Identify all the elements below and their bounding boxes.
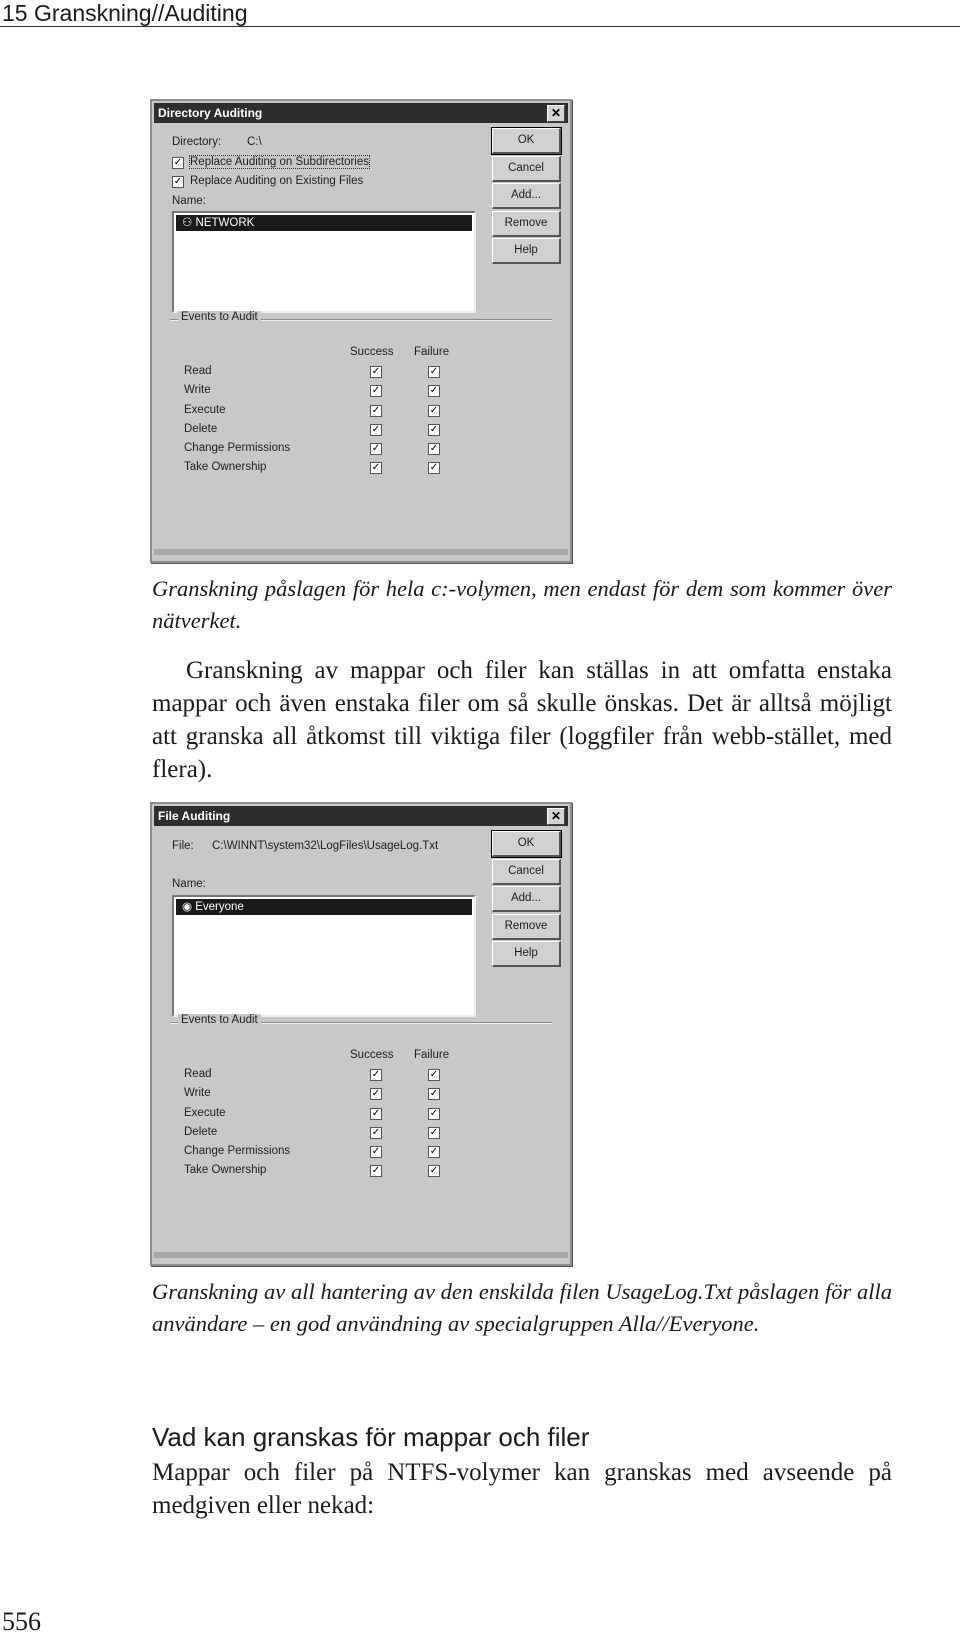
cancel-button[interactable]: Cancel — [492, 859, 561, 885]
delete-failure-checkbox[interactable]: ✓ — [429, 1127, 439, 1138]
figure-caption-1: Granskning påslagen för hela c:-volymen, men endast för dem som kommer över nätverket. — [152, 576, 892, 633]
file-label: File: — [172, 840, 194, 852]
replace-files-checkbox[interactable]: ✓ — [173, 176, 183, 187]
event-change-permissions-label: Change Permissions — [184, 1145, 291, 1157]
execute-success-checkbox[interactable]: ✓ — [371, 405, 381, 416]
delete-success-checkbox[interactable]: ✓ — [371, 424, 381, 435]
page-number: 556 — [2, 1607, 41, 1636]
failure-header: Failure — [414, 1049, 450, 1061]
replace-files-label: Replace Auditing on Existing Files — [190, 175, 364, 187]
directory-auditing-dialog — [150, 99, 572, 563]
success-header: Success — [350, 1049, 394, 1061]
directory-value: C:\ — [247, 136, 262, 148]
event-delete-label: Delete — [184, 1126, 218, 1138]
name-label: Name: — [172, 195, 206, 207]
everyone-group-icon: ◉ — [182, 901, 196, 913]
take-ownership-success-checkbox[interactable]: ✓ — [371, 462, 381, 473]
chapter-title: 15 Granskning//Auditing — [2, 0, 248, 26]
replace-subdirs-checkbox[interactable]: ✓ — [173, 157, 183, 168]
list-item-label: Everyone — [195, 901, 244, 913]
execute-success-checkbox[interactable]: ✓ — [371, 1108, 381, 1119]
dialog-titlebar — [154, 806, 568, 826]
dialog-title: File Auditing — [158, 809, 231, 823]
write-failure-checkbox[interactable]: ✓ — [429, 385, 439, 396]
replace-subdirs-label: Replace Auditing on Subdirectories — [190, 156, 370, 168]
read-failure-checkbox[interactable]: ✓ — [429, 366, 439, 377]
cancel-button[interactable]: Cancel — [492, 156, 561, 182]
event-write-label: Write — [184, 384, 211, 396]
write-success-checkbox[interactable]: ✓ — [371, 385, 381, 396]
read-failure-checkbox[interactable]: ✓ — [429, 1069, 439, 1080]
take-ownership-failure-checkbox[interactable]: ✓ — [429, 462, 439, 473]
event-execute-label: Execute — [184, 1107, 226, 1119]
dialog-title: Directory Auditing — [158, 106, 263, 120]
event-take-ownership-label: Take Ownership — [184, 461, 267, 473]
take-ownership-failure-checkbox[interactable]: ✓ — [429, 1165, 439, 1176]
close-icon[interactable]: ✕ — [547, 808, 565, 825]
event-execute-label: Execute — [184, 404, 226, 416]
read-success-checkbox[interactable]: ✓ — [371, 366, 381, 377]
change-permissions-failure-checkbox[interactable]: ✓ — [429, 1146, 439, 1157]
help-button[interactable]: Help — [492, 238, 561, 264]
remove-button[interactable]: Remove — [492, 914, 561, 940]
file-auditing-dialog — [150, 802, 572, 1266]
close-icon[interactable]: ✕ — [547, 105, 565, 122]
ok-button[interactable]: OK — [492, 831, 561, 857]
dialog-titlebar — [154, 103, 568, 123]
ok-button[interactable]: OK — [492, 128, 561, 154]
event-take-ownership-label: Take Ownership — [184, 1164, 267, 1176]
name-listbox[interactable] — [172, 211, 476, 313]
figure-caption-2: Granskning av all hantering av den enskilda filen UsageLog.Txt påslagen för alla användare – en god användning av specialgruppen Alla//Everyone. — [152, 1279, 892, 1336]
section-heading: Vad kan granskas för mappar och filer — [152, 1422, 590, 1452]
event-write-label: Write — [184, 1087, 211, 1099]
events-label: Events to Audit — [178, 311, 261, 323]
body-paragraph-2: Mappar och filer på NTFS-volymer kan granskas med avseende på medgiven eller nekad: — [152, 1459, 892, 1519]
failure-header: Failure — [414, 346, 450, 358]
success-header: Success — [350, 346, 394, 358]
network-icon: ⚇ — [182, 217, 196, 229]
delete-success-checkbox[interactable]: ✓ — [371, 1127, 381, 1138]
write-success-checkbox[interactable]: ✓ — [371, 1088, 381, 1099]
help-button[interactable]: Help — [492, 941, 561, 967]
remove-button[interactable]: Remove — [492, 211, 561, 237]
execute-failure-checkbox[interactable]: ✓ — [429, 1108, 439, 1119]
name-listbox[interactable] — [172, 895, 476, 1017]
event-read-label: Read — [184, 1068, 212, 1080]
file-path-value: C:\WINNT\system32\LogFiles\UsageLog.Txt — [212, 840, 439, 852]
event-read-label: Read — [184, 365, 212, 377]
change-permissions-success-checkbox[interactable]: ✓ — [371, 1146, 381, 1157]
add-button[interactable]: Add... — [492, 886, 561, 912]
list-item-selected[interactable] — [176, 899, 472, 915]
change-permissions-failure-checkbox[interactable]: ✓ — [429, 443, 439, 454]
delete-failure-checkbox[interactable]: ✓ — [429, 424, 439, 435]
take-ownership-success-checkbox[interactable]: ✓ — [371, 1165, 381, 1176]
execute-failure-checkbox[interactable]: ✓ — [429, 405, 439, 416]
name-label: Name: — [172, 878, 206, 890]
add-button[interactable]: Add... — [492, 183, 561, 209]
list-item-label: NETWORK — [195, 217, 255, 229]
list-item-selected[interactable] — [176, 215, 472, 231]
body-paragraph-1 — [152, 654, 892, 786]
paragraph-1-text: Granskning av mappar och filer kan ställas in att omfatta enstaka mappar och även enstaka filer om så skulle önskas. Det är alltså möjligt att granska all åtkomst till viktiga filer (loggfiler från webb-stället, med flera). — [152, 657, 892, 783]
running-header — [0, 0, 960, 27]
write-failure-checkbox[interactable]: ✓ — [429, 1088, 439, 1099]
dialog-bottom-bar — [154, 1252, 568, 1258]
event-change-permissions-label: Change Permissions — [184, 442, 291, 454]
event-delete-label: Delete — [184, 423, 218, 435]
read-success-checkbox[interactable]: ✓ — [371, 1069, 381, 1080]
dialog-bottom-bar — [154, 549, 568, 555]
directory-label: Directory: — [172, 136, 222, 148]
events-label: Events to Audit — [178, 1014, 261, 1026]
change-permissions-success-checkbox[interactable]: ✓ — [371, 443, 381, 454]
